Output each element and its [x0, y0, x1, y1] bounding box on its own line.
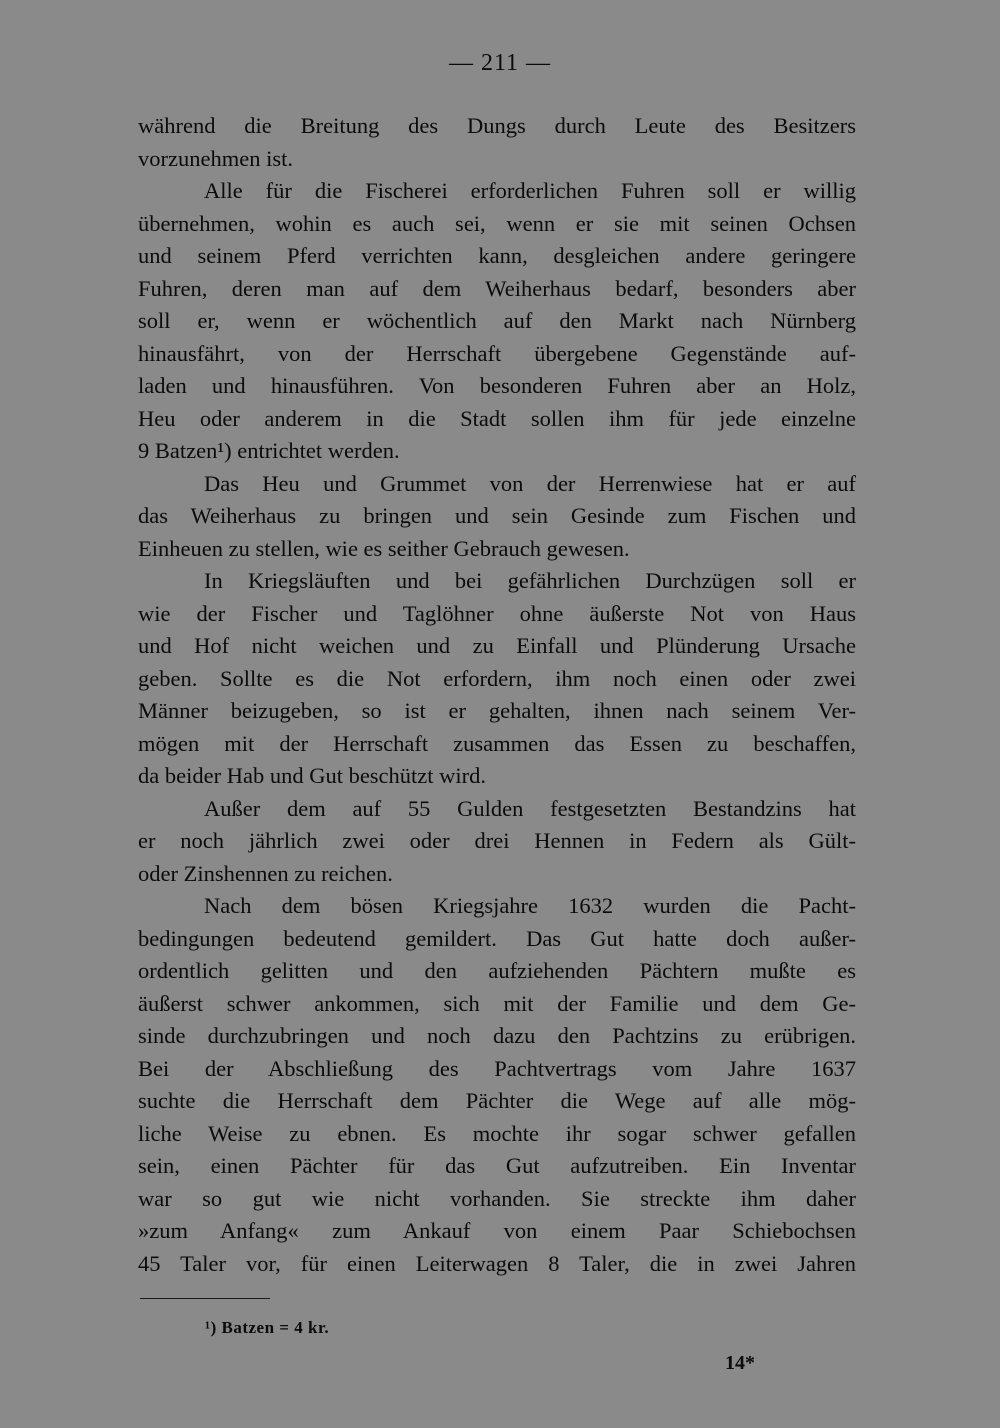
text-line: 9 Batzen¹) entrichtet werden. [138, 438, 400, 463]
text-line: »zum Anfang« zum Ankauf von einem Paar Schiebochsen [138, 1218, 856, 1243]
page-number: — 211 — [448, 50, 552, 76]
text-line: Nach dem bösen Kriegsjahre 1632 wurden die Pacht- [204, 893, 856, 918]
text-line: Bei der Abschließung des Pachtvertrags vom Jahre 1637 [138, 1055, 856, 1081]
text-line: war so gut wie nicht vorhanden. Sie streckte ihm daher [138, 1185, 856, 1211]
text-line: übernehmen, wohin es auch sei, wenn er sie mit seinen Ochsen [138, 210, 856, 236]
text-line: laden und hinausführen. Von besonderen Fuhren aber an Holz, [138, 373, 856, 398]
text-line: suchte die Herrschaft dem Pächter die Wege auf alle mög- [138, 1088, 856, 1113]
text-line: sinde durchzubringen und noch dazu den Pachtzins zu erübrigen. [138, 1023, 856, 1048]
text-line: Außer dem auf 55 Gulden festgesetzten Bestandzins hat [204, 795, 856, 821]
text-line: vorzunehmen ist. [138, 145, 293, 171]
text-line: Das Heu und Grummet von der Herrenwiese hat er auf [204, 470, 856, 496]
text-line: und seinem Pferd verrichten kann, desgleichen andere geringere [138, 243, 856, 268]
text-line: und Hof nicht weichen und zu Einfall und Plünderung Ursache [138, 633, 856, 658]
text-line: oder Zinshennen zu reichen. [138, 860, 393, 886]
text-line: sein, einen Pächter für das Gut aufzutreiben. Ein Inventar [138, 1153, 856, 1178]
text-line: Alle für die Fischerei erforderlichen Fuhren soll er willig [204, 178, 856, 203]
text-line: äußerst schwer ankommen, sich mit der Familie und dem Ge- [138, 990, 856, 1016]
text-line: ordentlich gelitten und den aufziehenden Pächtern mußte es [138, 958, 856, 983]
text-line: Fuhren, deren man auf dem Weiherhaus bedarf, besonders aber [138, 275, 856, 301]
text-line: In Kriegsläuften und bei gefährlichen Durchzügen soll er [204, 568, 856, 593]
printer-signature-mark: 14* [725, 1352, 755, 1374]
text-line: Einheuen zu stellen, wie es seither Gebrauch gewesen. [138, 535, 630, 561]
text-line: da beider Hab und Gut beschützt wird. [138, 763, 487, 788]
text-line: wie der Fischer und Taglöhner ohne äußerste Not von Haus [138, 600, 856, 626]
text-line: während die Breitung des Dungs durch Leute des Besitzers [138, 113, 856, 138]
footnote-divider [140, 1298, 270, 1299]
footnote: ¹) Batzen = 4 kr. [205, 1318, 330, 1337]
body-text [138, 110, 856, 1280]
text-line: bedingungen bedeutend gemildert. Das Gut hatte doch außer- [138, 925, 856, 951]
text-line: geben. Sollte es die Not erfordern, ihm noch einen oder zwei [138, 665, 856, 691]
text-line: er noch jährlich zwei oder drei Hennen in Federn als Gült- [138, 828, 856, 853]
text-line: mögen mit der Herrschaft zusammen das Essen zu beschaffen, [138, 730, 856, 756]
text-line: Männer beizugeben, so ist er gehalten, ihnen nach seinem Ver- [138, 698, 856, 723]
text-line: Heu oder anderem in die Stadt sollen ihm für jede einzelne [138, 405, 856, 431]
text-line: 45 Taler vor, für einen Leiterwagen 8 Taler, die in zwei Jahren [138, 1250, 856, 1276]
text-line: das Weiherhaus zu bringen und sein Gesinde zum Fischen und [138, 503, 856, 528]
text-line: hinausfährt, von der Herrschaft übergebene Gegenstände auf- [138, 340, 856, 366]
text-line: liche Weise zu ebnen. Es mochte ihr sogar schwer gefallen [138, 1120, 856, 1146]
text-line: soll er, wenn er wöchentlich auf den Markt nach Nürnberg [138, 308, 856, 333]
